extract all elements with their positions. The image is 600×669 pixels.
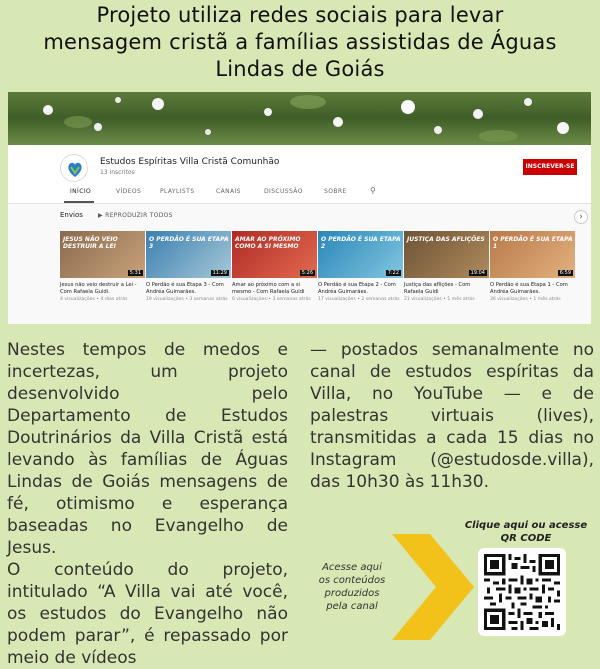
thumbnail-text: O PERDÃO É SUA ETAPA 2 bbox=[321, 236, 401, 250]
banner-flowers bbox=[8, 92, 591, 145]
video-thumbnail[interactable] bbox=[490, 231, 575, 278]
video-title[interactable]: Amar ao próximo com a si mesmo - Com Rafaela Guidi bbox=[232, 282, 305, 295]
tab-canais[interactable]: CANAIS bbox=[216, 188, 241, 195]
video-duration: 5:31 bbox=[129, 270, 141, 276]
video-thumbnail[interactable] bbox=[146, 231, 231, 278]
video-list bbox=[8, 226, 591, 324]
thumbnail-text: JESUS NÃO VEIO DESTRUIR A LEI bbox=[63, 236, 118, 250]
video-duration: 11:29 bbox=[212, 270, 227, 276]
play-all-label: REPRODUZIR TODOS bbox=[105, 212, 173, 219]
video-card[interactable] bbox=[60, 231, 145, 303]
video-meta: 6 visualizações • 3 semanas atrás bbox=[232, 297, 311, 302]
play-all-button[interactable] bbox=[98, 212, 173, 219]
next-arrow-icon[interactable]: › bbox=[574, 210, 588, 224]
search-icon[interactable]: ⚲ bbox=[370, 186, 377, 195]
video-meta: 19 visualizações • 3 semanas atrás bbox=[146, 297, 228, 302]
video-thumbnail[interactable] bbox=[404, 231, 489, 278]
article-column-left bbox=[7, 339, 288, 669]
video-meta: 36 visualizações • 1 mês atrás bbox=[490, 297, 561, 302]
tab-playlists[interactable]: PLAYLISTS bbox=[160, 188, 195, 195]
video-title[interactable]: O Perdão é sua Etapa 3 - Com Andréa Guimarães. bbox=[146, 282, 224, 295]
headline-line-3: Lindas de Goiás bbox=[215, 57, 385, 81]
article-paragraph: — postados semanalmente no canal de estudos espíritas da Villa, no YouTube — e de palestras virtuais (lives), transmitidas a cada 15 dias no Instagram (@estudosde.villa), das 10h30 às 11h30. bbox=[310, 340, 594, 492]
subscriber-count: 13 inscritos bbox=[100, 169, 135, 176]
video-title[interactable]: Jesus não veio destruir a Lei - Com Rafaela Guidi. bbox=[60, 282, 137, 295]
thumbnail-text: AMAR AO PRÓXIMO COMO A SI MESMO bbox=[235, 236, 301, 250]
youtube-channel-screenshot[interactable] bbox=[8, 92, 591, 324]
video-card[interactable] bbox=[232, 231, 317, 303]
video-thumbnail[interactable] bbox=[232, 231, 317, 278]
article-paragraph: Nestes tempos de medos e incertezas, um projeto desenvolvido pelo Departamento de Estudos Doutrinários da Villa Cristã está levando às famílias de Águas Lindas de Goiás mensagens de fé, otimismo e esperança baseadas no Evangelho de Jesus. bbox=[7, 340, 288, 558]
channel-banner bbox=[8, 92, 591, 145]
video-meta: 21 visualizações • 1 mês atrás bbox=[404, 297, 475, 302]
video-title[interactable]: O Perdão é sua Etapa 1 - Com Andréa Guimarães. bbox=[490, 282, 568, 295]
chevron-right-icon bbox=[392, 534, 474, 640]
tab-sobre[interactable]: SOBRE bbox=[324, 188, 347, 195]
thumbnail-text: O PERDÃO É SUA ETAPA 3 bbox=[149, 236, 229, 250]
video-thumbnail[interactable] bbox=[60, 231, 145, 278]
video-card[interactable] bbox=[318, 231, 403, 303]
channel-tabs bbox=[8, 182, 591, 204]
tab-discussao[interactable]: DISCUSSÃO bbox=[264, 188, 303, 195]
tab-inicio[interactable]: INÍCIO bbox=[70, 188, 92, 195]
qr-caption: Clique aqui ou acesse QR CODE bbox=[464, 520, 588, 544]
video-duration: 6:59 bbox=[559, 270, 571, 276]
play-icon: ▶ bbox=[98, 212, 106, 219]
video-duration: 19:04 bbox=[470, 270, 485, 276]
video-card[interactable] bbox=[146, 231, 231, 303]
video-card[interactable] bbox=[490, 231, 575, 303]
section-title: Envios bbox=[60, 211, 83, 219]
video-title[interactable]: O Perdão é sua Etapa 2 - Com Andréa Guimarães. bbox=[318, 282, 396, 295]
active-tab-indicator bbox=[64, 201, 94, 203]
thumbnail-text: O PERDÃO É SUA ETAPA 1 bbox=[493, 236, 573, 250]
thumbnail-text: JUSTIÇA DAS AFLIÇÕES bbox=[407, 236, 485, 243]
video-thumbnail[interactable] bbox=[318, 231, 403, 278]
headline-line-2: mensagem cristã a famílias assistidas de Águas bbox=[43, 30, 557, 54]
qr-code-icon bbox=[484, 554, 560, 630]
video-duration: 5:26 bbox=[301, 270, 313, 276]
tab-videos[interactable]: VÍDEOS bbox=[116, 188, 142, 195]
headline bbox=[0, 2, 600, 83]
access-content-text[interactable]: Acesse aqui os conteúdos produzidos pela canal bbox=[318, 562, 386, 612]
subscribe-button[interactable]: INSCREVER-SE bbox=[523, 159, 577, 175]
channel-name[interactable]: Estudos Espíritas Villa Cristã Comunhão bbox=[100, 157, 280, 167]
video-meta: 17 visualizações • 2 semanas atrás bbox=[318, 297, 400, 302]
video-title[interactable]: Justiça das aflições - Com Rafaela Guidi bbox=[404, 282, 471, 295]
video-duration: 7:22 bbox=[387, 270, 399, 276]
qr-code[interactable] bbox=[478, 548, 566, 636]
channel-logo-icon[interactable] bbox=[60, 154, 88, 182]
article-paragraph: O conteúdo do projeto, intitulado “A Villa vai até você, os estudos do Evangelho não podem parar”, é repassado por meio de vídeos bbox=[7, 560, 288, 668]
uploads-section-header bbox=[8, 204, 591, 226]
article-column-right bbox=[310, 339, 594, 493]
video-card[interactable] bbox=[404, 231, 489, 303]
video-meta: 4 visualizações • 4 dias atrás bbox=[60, 297, 128, 302]
headline-line-1: Projeto utiliza redes sociais para levar bbox=[96, 3, 504, 27]
